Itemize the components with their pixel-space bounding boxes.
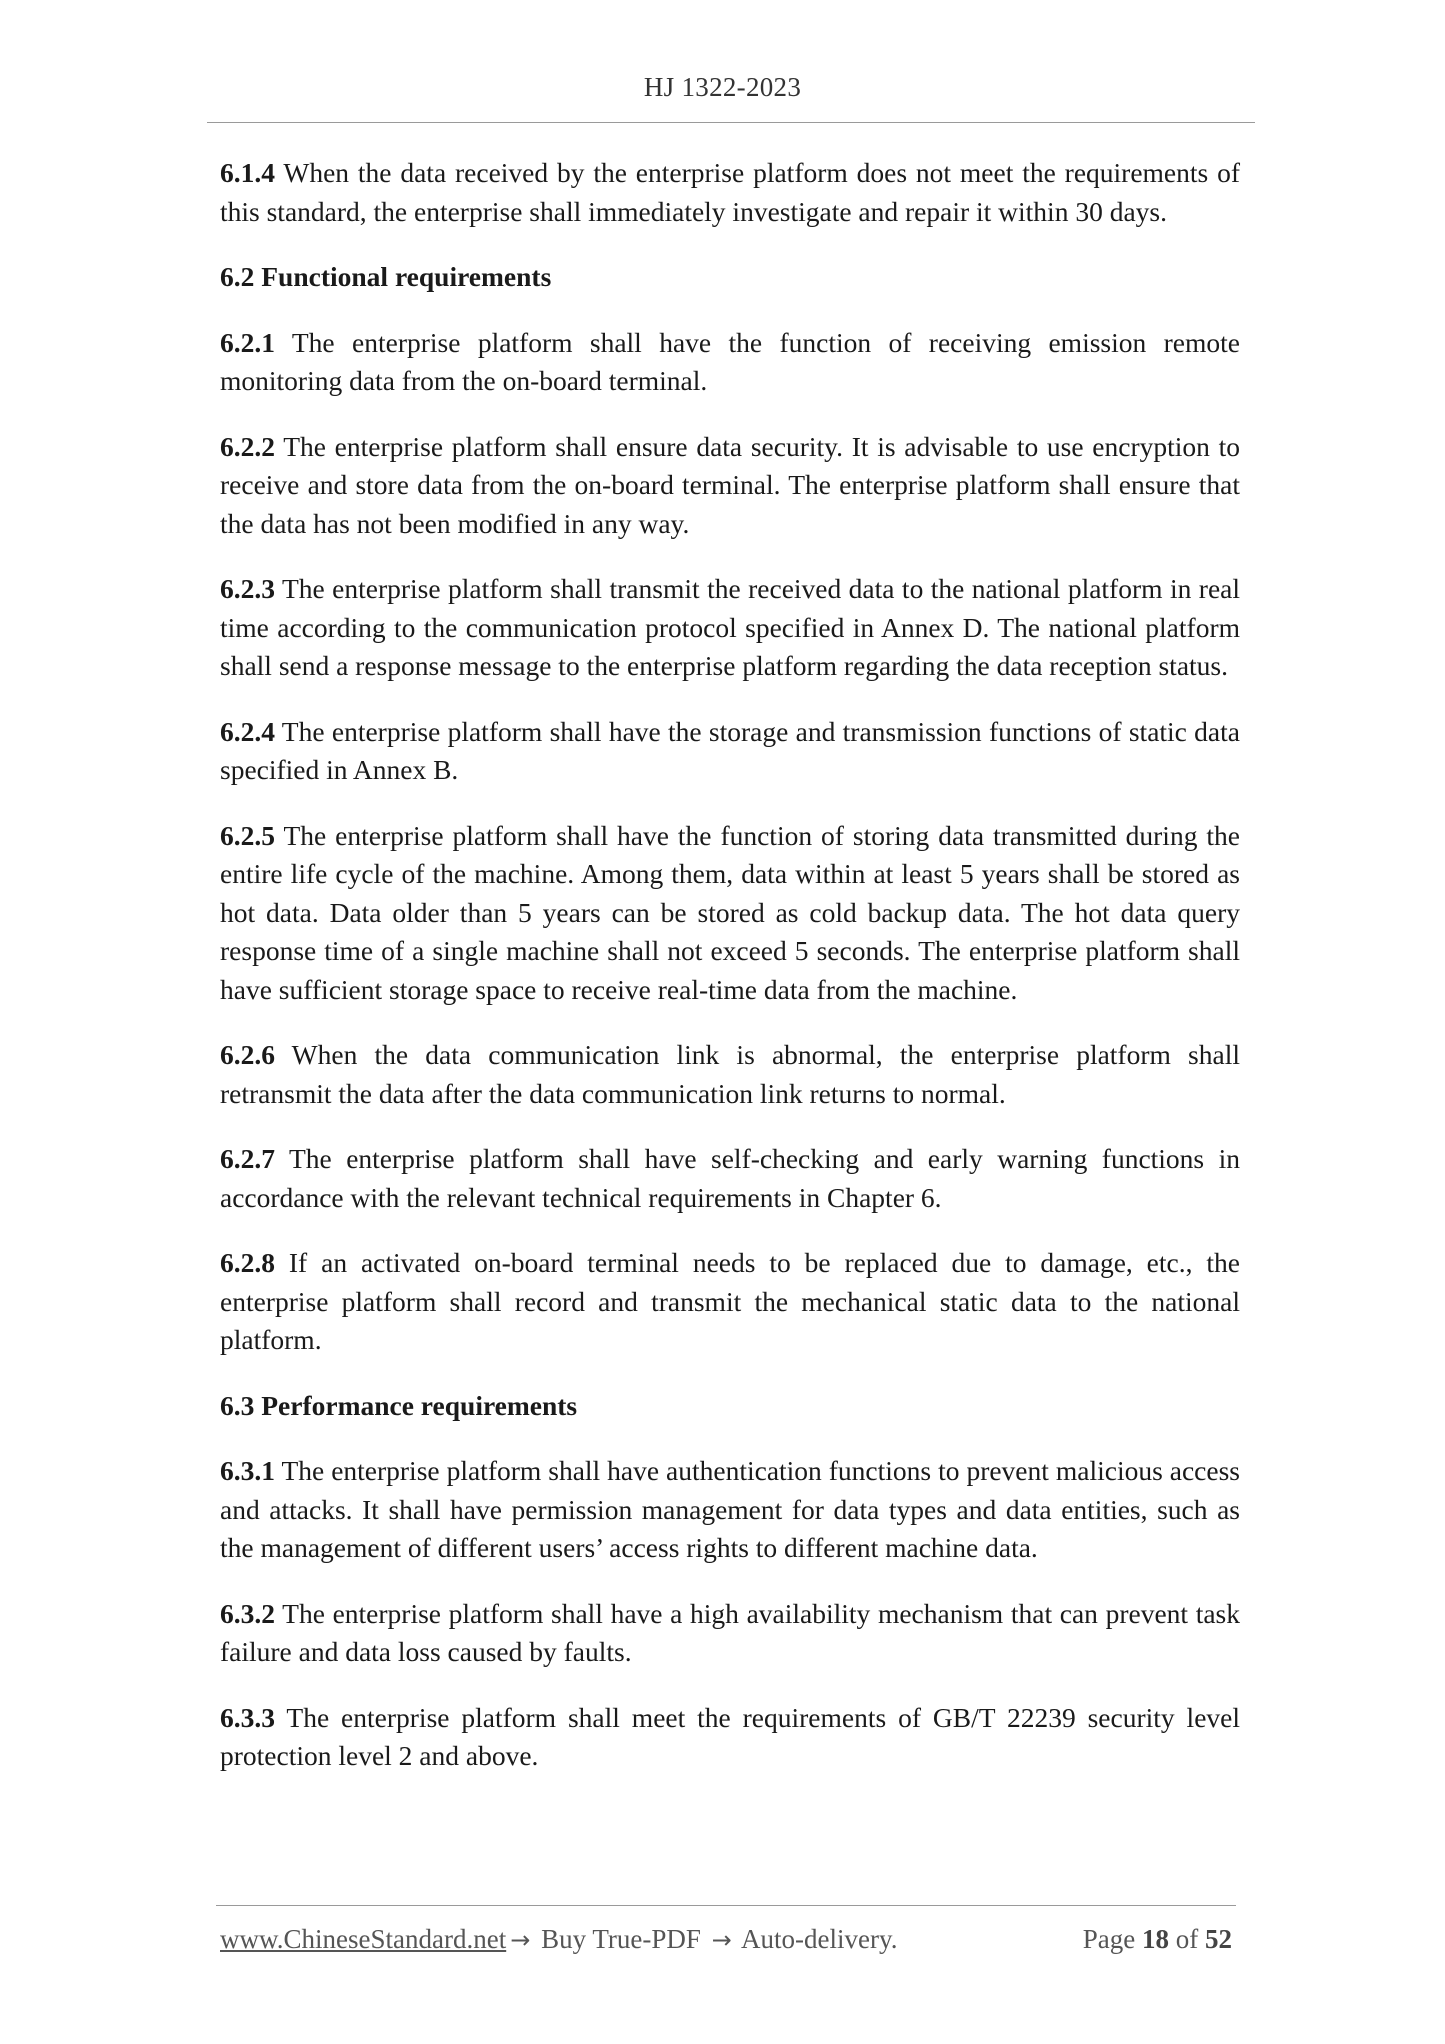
clause-paragraph	[220, 1452, 1240, 1568]
clause-text: The enterprise platform shall have authentication functions to prevent malicious access and attacks. It shall have permission management for data types and data entities, such as the management of different users’ access rights to different machine data.	[220, 1455, 1240, 1563]
clause-text: The enterprise platform shall have self-checking and early warning functions in accordance with the relevant technical requirements in Chapter 6.	[220, 1143, 1240, 1213]
clause-text: The enterprise platform shall have the storage and transmission functions of static data specified in Annex B.	[220, 715, 1240, 785]
arrow-right-icon: →	[711, 1926, 732, 1954]
buy-pdf-text: Buy True-PDF	[534, 1924, 708, 1954]
clause-paragraph	[220, 1699, 1240, 1776]
clause-number: 6.2.5	[220, 819, 275, 851]
clause-text: When the data received by the enterprise platform does not meet the requirements of this standard, the enterprise shall immediately investigate and repair it within 30 days.	[220, 157, 1240, 227]
clause-paragraph	[220, 428, 1240, 544]
header-divider	[207, 122, 1255, 123]
page-label: Page	[1082, 1924, 1142, 1954]
clause-text: The enterprise platform shall have the function of receiving emission remote monitoring data from the on-board terminal.	[220, 326, 1240, 396]
section-heading: 6.2 Functional requirements	[220, 261, 552, 292]
clause-text: If an activated on-board terminal needs to be replaced due to damage, etc., the enterprise platform shall record and transmit the mechanical static data to the national platform.	[220, 1247, 1240, 1355]
clause-paragraph	[220, 1244, 1240, 1360]
clause-number: 6.2.3	[220, 573, 275, 604]
website-link[interactable]: www.ChineseStandard.net	[220, 1924, 507, 1954]
page-total: 52	[1205, 1924, 1232, 1954]
clause-number: 6.2.2	[220, 430, 275, 462]
clause-number: 6.2.7	[220, 1143, 275, 1174]
clause-number: 6.2.6	[220, 1039, 275, 1070]
clause-paragraph	[220, 154, 1240, 231]
section-heading: 6.3 Performance requirements	[220, 1389, 578, 1421]
clause-number: 6.1.4	[220, 157, 275, 188]
clause-number: 6.2.4	[220, 715, 275, 747]
clause-paragraph	[220, 1140, 1240, 1217]
page-footer	[220, 1924, 1232, 1955]
clause-text: The enterprise platform shall ensure data security. It is advisable to use encryption to receive and store data from the on-board terminal. The enterprise platform shall ensure that the data has not been modified in any way.	[220, 430, 1240, 539]
clause-text: The enterprise platform shall have a high availability mechanism that can prevent task failure and data loss caused by faults.	[220, 1597, 1240, 1667]
clause-text: The enterprise platform shall meet the requirements of GB/T 22239 security level protection level 2 and above.	[220, 1701, 1240, 1771]
footer-divider	[216, 1905, 1236, 1906]
clause-text: When the data communication link is abnormal, the enterprise platform shall retransmit the data after the data communication link returns to normal.	[220, 1039, 1240, 1109]
clause-paragraph	[220, 713, 1240, 790]
clause-paragraph	[220, 817, 1240, 1010]
clause-paragraph	[220, 1595, 1240, 1672]
clause-paragraph	[220, 1036, 1240, 1113]
document-body	[220, 154, 1240, 1803]
page-current: 18	[1142, 1924, 1169, 1954]
of-label: of	[1169, 1924, 1205, 1954]
page-number	[1083, 1924, 1232, 1955]
footer-left	[220, 1924, 897, 1955]
arrow-right-icon: →	[510, 1926, 531, 1954]
clause-paragraph	[220, 570, 1240, 686]
clause-number: 6.3.1	[220, 1455, 275, 1486]
clause-number: 6.3.2	[220, 1597, 275, 1629]
clause-number: 6.2.8	[220, 1247, 275, 1278]
document-id-header: HJ 1322-2023	[643, 72, 802, 102]
clause-text: The enterprise platform shall have the function of storing data transmitted during the entire life cycle of the machine. Among them, data within at least 5 years shall be stored as hot data. Data older than 5 years can be stored as cold backup data. The hot data query response time of a single machine shall not exceed 5 seconds. The enterprise platform shall have sufficient storage space to receive real-time data from the machine.	[220, 819, 1240, 1005]
auto-delivery-text: Auto-delivery.	[735, 1924, 898, 1954]
clause-paragraph	[220, 324, 1240, 401]
clause-text: The enterprise platform shall transmit the received data to the national platform in real time according to the communication protocol specified in Annex D. The national platform shall send a response message to the enterprise platform regarding the data reception status.	[220, 573, 1240, 681]
clause-number: 6.3.3	[220, 1701, 275, 1733]
clause-number: 6.2.1	[220, 326, 275, 358]
